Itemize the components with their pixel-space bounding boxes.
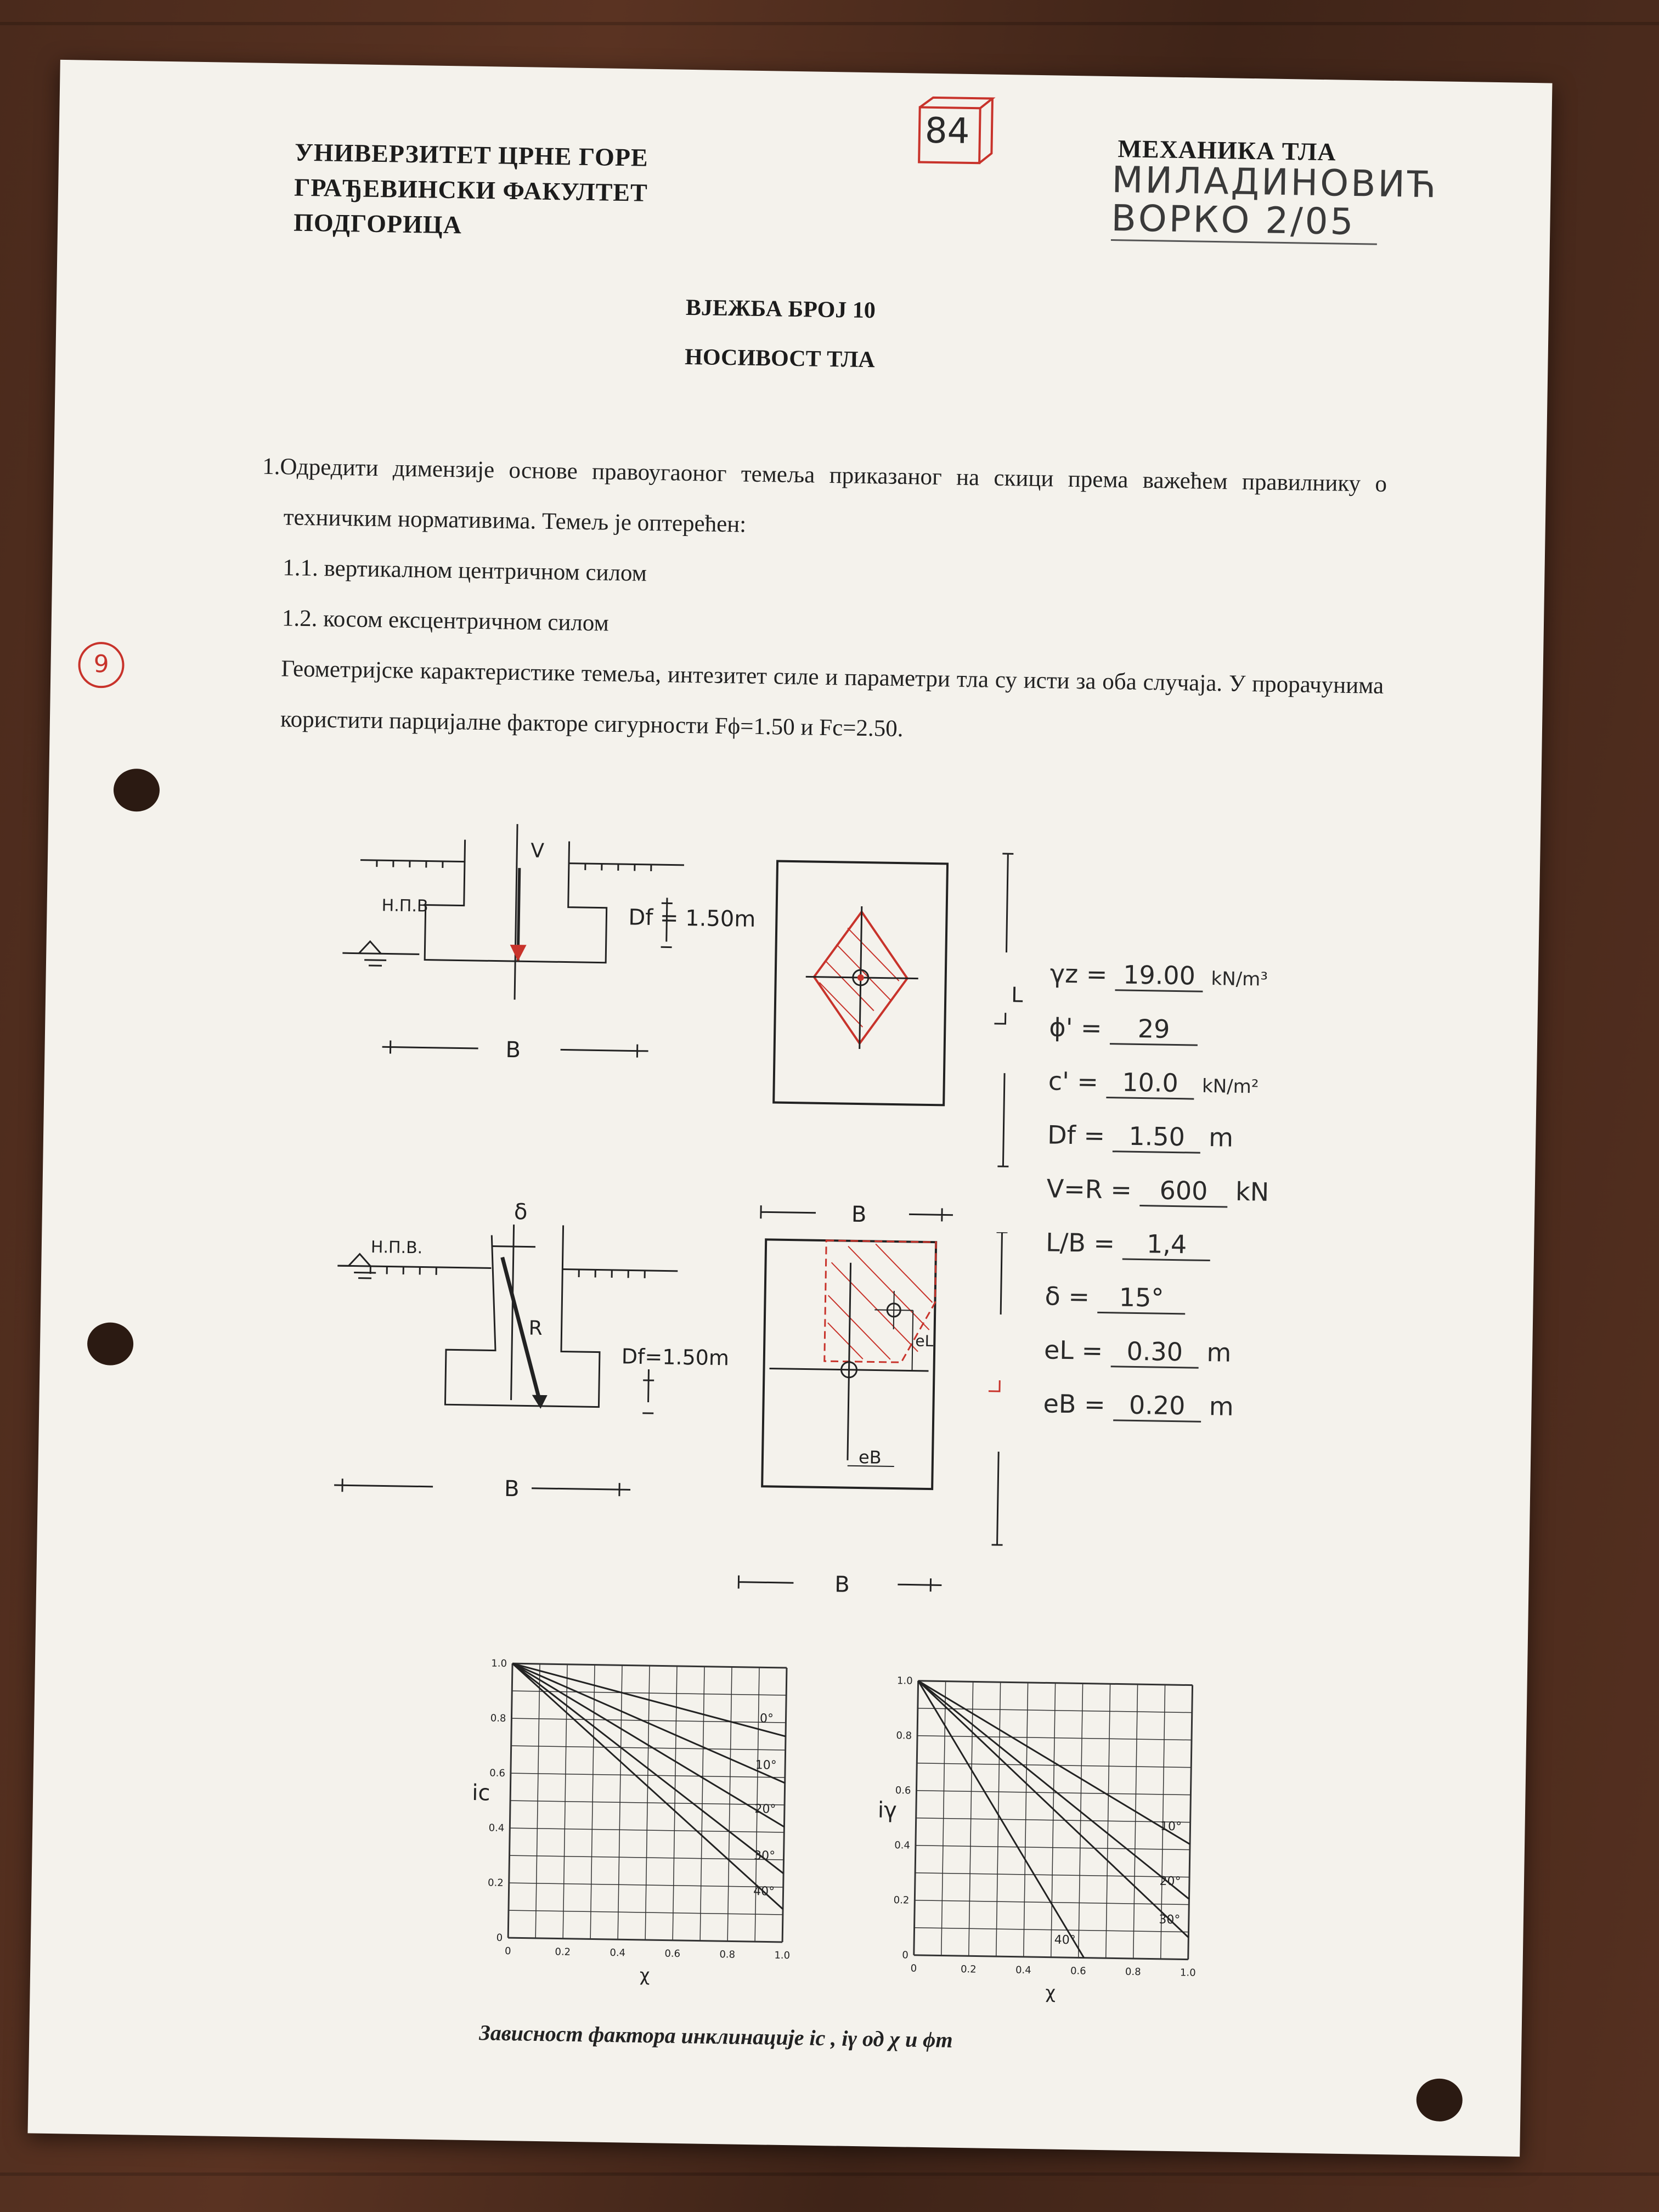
x-tick-label: 0.8: [719, 1949, 736, 1961]
param-value: 29: [1110, 1013, 1198, 1046]
y-tick-label: 0.6: [489, 1767, 506, 1779]
course-name: МЕХАНИКА ТЛА: [1118, 134, 1336, 166]
x-axis-label: χ: [1045, 1982, 1056, 2003]
resultant-label: R: [528, 1317, 543, 1340]
x-tick-label: 0.2: [960, 1963, 977, 1976]
param-ecc-b: [1042, 1389, 1317, 1447]
x-tick-label: 0.4: [610, 1947, 626, 1959]
ecc-l-label: eL: [915, 1331, 934, 1351]
series-label: 30°: [1159, 1912, 1181, 1927]
param-unit: kN: [1235, 1176, 1269, 1207]
param-load: [1046, 1173, 1321, 1232]
inclination-label: δ: [514, 1199, 528, 1225]
circled-mark-value: 9: [93, 650, 109, 679]
chart-ic: [458, 1646, 815, 1992]
x-tick-label: 0.8: [1125, 1966, 1141, 1978]
y-axis-label: ic: [471, 1780, 490, 1806]
param-unit: m: [1209, 1391, 1234, 1421]
param-value: 10.0: [1106, 1067, 1194, 1100]
param-label: V=R =: [1046, 1173, 1132, 1205]
length-label: L: [1011, 983, 1023, 1007]
grade-box: [915, 95, 998, 167]
x-tick-label: 0.6: [1070, 1965, 1086, 1977]
x-axis-label: χ: [639, 1964, 650, 1986]
water-table-label-2: Н.П.В.: [370, 1238, 423, 1258]
task-note: Геометријске карактеристике темеља, интезитет силе и параметри тла су исти за оба случаја. У прорачунима користити парцијалне факторе сигурности Fϕ=1.50 и Fc=2.50.: [280, 656, 1384, 742]
width-label: B: [505, 1037, 521, 1063]
water-table-label: Н.П.В: [381, 896, 428, 916]
y-axis-label: iγ: [877, 1797, 898, 1824]
series-label: 10°: [755, 1758, 777, 1773]
y-tick-label: 0.2: [487, 1877, 504, 1889]
series-label: 40°: [753, 1884, 775, 1899]
series-label: 20°: [1159, 1874, 1181, 1889]
series-line: [509, 1663, 787, 1874]
y-tick-label: 0.8: [490, 1712, 506, 1725]
param-ratio: [1045, 1227, 1320, 1285]
series-label: 30°: [753, 1849, 776, 1863]
plan-eccentric: [732, 1228, 1057, 1628]
chart-igamma: [864, 1663, 1220, 2009]
figure-caption: Зависност фактора инклинације ic , iγ од χ и ϕm: [479, 2020, 953, 2052]
y-tick-label: 0.2: [893, 1894, 910, 1906]
param-value: 0.20: [1113, 1390, 1201, 1423]
sketch-eccentric-section: [268, 1188, 794, 1503]
param-label: eB =: [1043, 1389, 1106, 1420]
param-label: γz =: [1049, 958, 1108, 990]
y-tick-label: 0.4: [894, 1839, 911, 1852]
grade-value: 84: [924, 110, 970, 152]
series-line: [915, 1681, 1193, 1899]
topic-title: НОСИВОСТ ТЛА: [684, 344, 876, 373]
x-tick-label: 0.2: [555, 1946, 571, 1958]
student-id: ВОРКО 2/05: [1111, 197, 1378, 245]
parameters-list: [1042, 958, 1324, 1447]
punch-hole-middle: [87, 1322, 133, 1365]
param-value: 15°: [1097, 1282, 1186, 1315]
plan-width-label: B: [851, 1201, 867, 1228]
param-label: δ =: [1045, 1281, 1090, 1312]
y-tick-label: 0.8: [896, 1730, 912, 1742]
param-value: 1,4: [1122, 1229, 1211, 1262]
param-unit: kN/m²: [1201, 1075, 1259, 1098]
series-label: 20°: [754, 1802, 776, 1816]
y-tick-label: 1.0: [491, 1657, 507, 1670]
plan2-width-label: B: [834, 1572, 850, 1598]
param-value: 19.00: [1115, 960, 1204, 992]
param-label: L/B =: [1045, 1227, 1115, 1259]
param-label: eL =: [1043, 1335, 1103, 1366]
param-ecc-l: [1043, 1335, 1318, 1393]
y-tick-label: 1.0: [896, 1675, 913, 1687]
x-tick-label: 1.0: [774, 1949, 791, 1962]
series-line: [511, 1663, 787, 1783]
x-tick-label: 0.6: [664, 1948, 681, 1960]
university-name: УНИВЕРЗИТЕТ ЦРНЕ ГОРЕ: [294, 138, 649, 172]
param-cohesion: [1048, 1066, 1323, 1124]
task-intro: 1.Одредити димензије основе правоугаоног темеља приказаног на скици према важећем правилнику о техничким нормативима. Темељ је оптерећен:: [262, 453, 1387, 538]
param-label: Df =: [1047, 1120, 1105, 1151]
punch-hole-bottom: [1416, 2078, 1463, 2121]
series-line: [914, 1681, 1192, 1938]
series-label: 0°: [759, 1712, 774, 1726]
series-label: 10°: [1160, 1819, 1182, 1834]
student-name: МИЛАДИНОВИЋ: [1111, 159, 1438, 206]
param-label: c' =: [1048, 1066, 1099, 1097]
task-text: [258, 442, 1387, 762]
exercise-title: ВЈЕЖБА БРОЈ 10: [685, 295, 876, 324]
y-tick-label: 0: [902, 1949, 909, 1961]
param-inclination: [1045, 1281, 1319, 1339]
depth-label: Df = 1.50m: [628, 905, 756, 932]
series-line: [510, 1663, 786, 1827]
width-label-2: B: [504, 1476, 520, 1502]
param-depth: [1047, 1120, 1322, 1178]
x-tick-label: 0: [910, 1962, 917, 1974]
param-value: 600: [1139, 1175, 1228, 1208]
load-label-v: V: [530, 839, 545, 862]
university-header: [294, 135, 648, 246]
series-label: 40°: [1054, 1933, 1076, 1948]
x-tick-label: 0.4: [1015, 1964, 1031, 1977]
depth-label-2: Df=1.50m: [621, 1344, 730, 1370]
y-tick-label: 0.6: [895, 1785, 911, 1797]
sketch-centric-section: [274, 809, 800, 1103]
param-label: ϕ' =: [1048, 1012, 1102, 1043]
ecc-b-label: eB: [858, 1447, 882, 1468]
param-unit-weight: [1049, 958, 1324, 1017]
task-item-1-2: 1.2. косом ексцентричном силом: [281, 605, 610, 636]
task-item-1-1: 1.1. вертикалном центричном силом: [282, 555, 647, 586]
city-name: ПОДГОРИЦА: [293, 208, 462, 239]
param-unit: m: [1208, 1122, 1234, 1153]
param-value: 1.50: [1113, 1121, 1201, 1154]
param-value: 0.30: [1110, 1336, 1199, 1369]
punch-hole-top: [113, 769, 160, 812]
x-tick-label: 0: [504, 1945, 511, 1957]
param-unit: kN/m³: [1211, 968, 1268, 991]
series-line: [914, 1681, 1088, 1958]
faculty-name: ГРАЂЕВИНСКИ ФАКУЛТЕТ: [294, 173, 648, 207]
y-tick-label: 0.4: [488, 1822, 505, 1834]
param-friction-angle: [1048, 1012, 1323, 1070]
param-unit: m: [1206, 1337, 1232, 1368]
y-tick-label: 0: [496, 1932, 503, 1944]
plan-centric: [750, 839, 1063, 1228]
x-tick-label: 1.0: [1180, 1967, 1196, 1979]
worksheet-paper: [27, 60, 1552, 2157]
series-line: [916, 1681, 1192, 1844]
circled-mark: [78, 642, 125, 689]
